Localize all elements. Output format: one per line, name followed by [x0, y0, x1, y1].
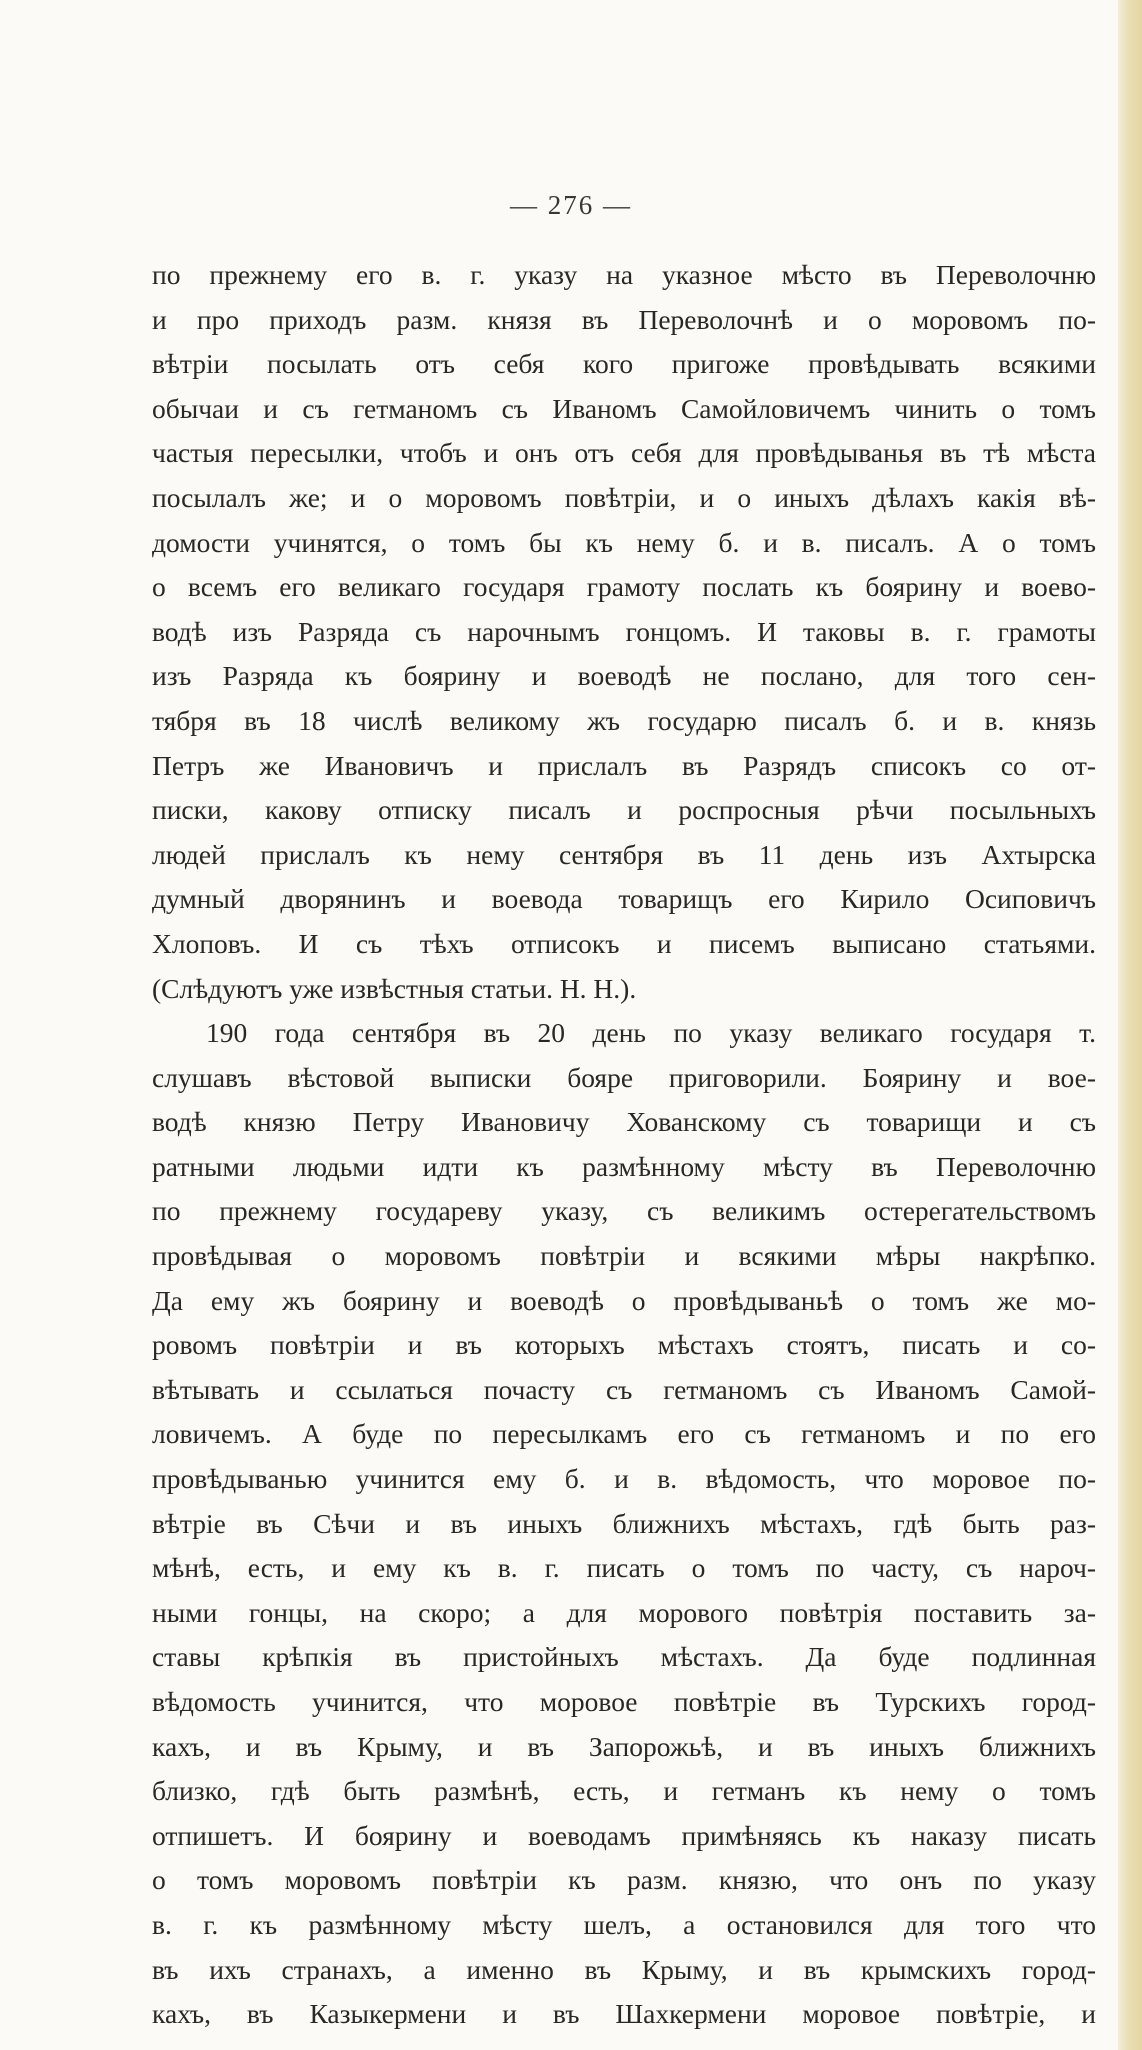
text-line: провѣдывая о моровомъ повѣтріи и всякими мѣры накрѣпко.: [152, 1240, 1096, 1272]
text-line: в. г. къ размѣнному мѣсту шелъ, а остановился для того что: [152, 1908, 1096, 1940]
text-line: мѣнѣ, есть, и ему къ в. г. писать о томъ по часту, съ нароч-: [152, 1552, 1096, 1584]
text-line: людей прислалъ къ нему сентября въ 11 день изъ Ахтырска: [152, 838, 1096, 870]
text-line: по прежнему государеву указу, съ великимъ остерегательствомъ: [152, 1195, 1096, 1227]
text-line: вѣтріи посылать отъ себя кого пригоже провѣдывать всякими: [152, 348, 1096, 380]
text-line: домости учинятся, о томъ бы къ нему б. и в. писалъ. А о томъ: [152, 526, 1096, 558]
text-line: вѣтывать и ссылаться почасту съ гетманомъ съ Иваномъ Самой-: [152, 1373, 1096, 1405]
text-line: писки, какову отписку писалъ и роспросныя рѣчи посыльныхъ: [152, 794, 1096, 826]
text-line: по прежнему его в. г. указу на указное мѣсто въ Переволочню: [152, 259, 1096, 290]
text-line: близко, гдѣ быть размѣнѣ, есть, и гетманъ къ нему о томъ: [152, 1775, 1096, 1807]
text-line: провѣдыванью учинится ему б. и в. вѣдомость, что моровое по-: [152, 1463, 1096, 1495]
text-line: кахъ, и въ Крыму, и въ Запорожьѣ, и въ иныхъ ближнихъ: [152, 1730, 1096, 1762]
text-line: вѣдомость учинится, что моровое повѣтріе въ Турскихъ город-: [152, 1686, 1096, 1717]
text-line: Да ему жъ боярину и воеводѣ о провѣдываньѣ о томъ же мо-: [152, 1284, 1096, 1316]
text-line: водѣ изъ Разряда съ нарочнымъ гонцомъ. И таковы в. г. грамоты: [152, 615, 1096, 647]
text-line: посылалъ же; и о моровомъ повѣтріи, и о иныхъ дѣлахъ какія вѣ-: [152, 481, 1096, 513]
text-line: отпишетъ. И боярину и воеводамъ примѣняясь къ наказу писать: [152, 1819, 1096, 1851]
text-line: о всемъ его великаго государя грамоту послать къ боярину и воево-: [152, 571, 1096, 603]
text-line: и про приходъ разм. князя въ Переволочнѣ и о моровомъ по-: [152, 303, 1096, 335]
text-line: Петръ же Ивановичъ и прислалъ въ Разрядъ списокъ со от-: [152, 749, 1096, 781]
text-line: вѣтріе въ Сѣчи и въ иныхъ ближнихъ мѣстахъ, гдѣ быть раз-: [152, 1507, 1096, 1539]
text-line: о томъ моровомъ повѣтріи къ разм. князю, что онъ по указу: [152, 1864, 1096, 1896]
text-line: ставы крѣпкія въ пристойныхъ мѣстахъ. Да буде подлинная: [152, 1641, 1096, 1673]
body-text: [152, 253, 1096, 2037]
text-line: (Слѣдуютъ уже извѣстныя статьи. Н. Н.).: [152, 972, 637, 1004]
text-line: думный дворянинъ и воевода товарищъ его Кирило Осиповичъ: [152, 883, 1096, 915]
text-line: ными гонцы, на скоро; а для морового повѣтрія поставить за-: [152, 1596, 1096, 1628]
text-line: Хлоповъ. И съ тѣхъ отписокъ и писемъ выписано статьями.: [152, 927, 1096, 959]
text-line: изъ Разряда къ боярину и воеводѣ не послано, для того сен-: [152, 660, 1096, 692]
paragraph-start-line: 190 года сентября въ 20 день по указу великаго государя т.: [206, 1017, 1096, 1049]
page-number: — 276 —: [510, 190, 632, 220]
text-line: частыя пересылки, чтобъ и онъ отъ себя для провѣдыванья въ тѣ мѣста: [152, 437, 1096, 469]
text-line: ратными людьми идти къ размѣнному мѣсту въ Переволочню: [152, 1150, 1096, 1182]
text-line: въ ихъ странахъ, а именно въ Крыму, и въ крымскихъ город-: [152, 1953, 1096, 1985]
text-line: водѣ князю Петру Ивановичу Хованскому съ товарищи и съ: [152, 1106, 1096, 1138]
page-edge: [1118, 0, 1142, 2050]
text-line: ловичемъ. А буде по пересылкамъ его съ гетманомъ и по его: [152, 1418, 1096, 1450]
text-line: ровомъ повѣтріи и въ которыхъ мѣстахъ стоятъ, писать и со-: [152, 1329, 1096, 1361]
text-line: тября въ 18 числѣ великому жъ государю писалъ б. и в. князь: [152, 704, 1096, 736]
text-line: слушавъ вѣстовой выписки бояре приговорили. Боярину и вое-: [152, 1061, 1096, 1093]
text-line: обычаи и съ гетманомъ съ Иваномъ Самойловичемъ чинить о томъ: [152, 392, 1096, 424]
text-line: кахъ, въ Казыкермени и въ Шахкермени моровое повѣтріе, и: [152, 1998, 1096, 2030]
